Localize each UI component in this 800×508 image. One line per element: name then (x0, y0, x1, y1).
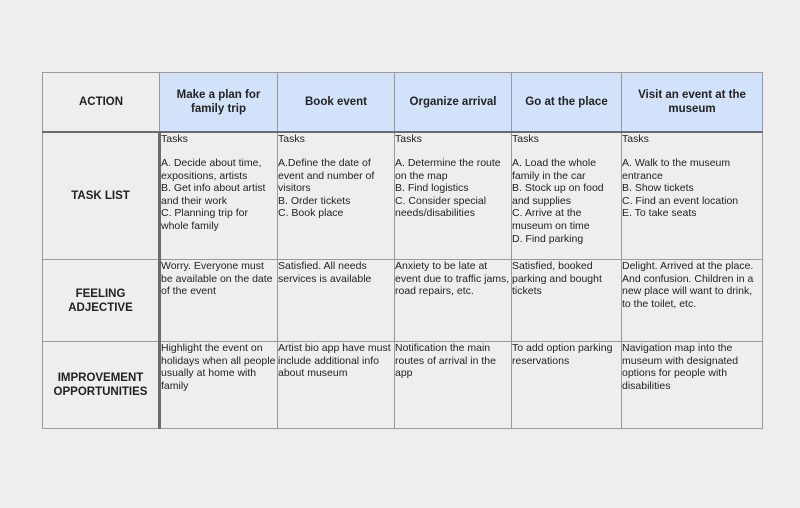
task-cell-plan (160, 132, 278, 260)
action-header: ACTION (43, 73, 160, 132)
feeling-label-line: FEELING (75, 287, 126, 300)
task-item: B. Get info about artist and their work (161, 182, 266, 207)
task-heading: Tasks (161, 132, 188, 145)
task-item: C. Arrive at the museum on time (512, 207, 590, 233)
customer-journey-map (42, 72, 763, 429)
feeling-text: Delight. Arrived at the place. (622, 260, 754, 272)
feeling-cell-book (278, 260, 395, 342)
feeling-row (43, 260, 763, 342)
task-cell-visit (622, 132, 763, 260)
feeling-text: Satisfied. All needs services is available (278, 260, 372, 285)
task-item: C. Book place (278, 207, 344, 220)
improvement-row (43, 342, 763, 429)
task-item: C. Find an event location (622, 194, 739, 207)
improvement-cell-visit: Navigation map into the museum with designated options for people with disabilities (622, 342, 763, 429)
task-item: A. Load the whole family in the car (512, 157, 597, 182)
task-item: A. Determine the route on the map (395, 157, 501, 182)
improvement-cell-book: Artist bio app have must include additional info about museum (278, 342, 395, 429)
task-cell-book (278, 132, 395, 260)
task-item: B. Find logistics (395, 182, 469, 195)
stage-header-go: Go at the place (512, 73, 622, 132)
improvement-cell-go: To add option parking reservations (512, 342, 622, 429)
stage-header-arrival: Organize arrival (395, 73, 512, 132)
task-item: B. Order tickets (278, 194, 351, 207)
header-row (43, 73, 763, 132)
improvement-label-line: IMPROVEMENT (57, 372, 144, 384)
task-item: A. Decide about time, expositions, artists (161, 157, 262, 182)
improvement-label (43, 342, 160, 429)
task-heading: Tasks (278, 132, 305, 145)
task-item: D. Find parking (512, 232, 584, 245)
feeling-text: Worry. Everyone must be available on the date of the event (161, 260, 273, 298)
feeling-cell-go (512, 260, 622, 342)
task-list-row (43, 132, 763, 260)
task-item: B. Stock up on food and supplies (512, 182, 604, 207)
improvement-cell-plan: Highlight the event on holidays when all people usually at home with family (160, 342, 278, 429)
improvement-cell-arrival: Notification the main routes of arrival in the app (395, 342, 512, 429)
task-item: B. Show tickets (622, 182, 694, 195)
feeling-label (43, 260, 160, 342)
feeling-label-line: ADJECTIVE (68, 301, 133, 314)
improvement-label-line: OPPORTUNITIES (53, 386, 148, 398)
task-list-label: TASK LIST (43, 132, 160, 260)
task-item: A. Walk to the museum entrance (622, 157, 731, 182)
task-item: C. Planning trip for whole family (161, 207, 248, 233)
feeling-text: Anxiety to be late at event due to traffic jams, road repairs, etc. (395, 260, 510, 298)
task-item: C. Consider special needs/disabilities (395, 194, 487, 220)
stage-header-plan: Make a plan for family trip (160, 73, 278, 132)
task-cell-arrival (395, 132, 512, 260)
feeling-text: Satisfied, booked parking and bought tickets (512, 260, 602, 298)
task-heading: Tasks (622, 132, 649, 145)
task-cell-go (512, 132, 622, 260)
feeling-cell-plan (160, 260, 278, 342)
task-item: A.Define the date of event and number of visitors (278, 157, 375, 195)
task-heading: Tasks (512, 132, 539, 145)
task-item: E. To take seats (622, 207, 697, 220)
feeling-text: And confusion. Children in a new place will want to drink, to the toilet, etc. (622, 272, 754, 310)
feeling-cell-visit (622, 260, 763, 342)
stage-header-visit: Visit an event at the museum (622, 73, 763, 132)
feeling-cell-arrival (395, 260, 512, 342)
task-heading: Tasks (395, 132, 422, 145)
stage-header-book: Book event (278, 73, 395, 132)
